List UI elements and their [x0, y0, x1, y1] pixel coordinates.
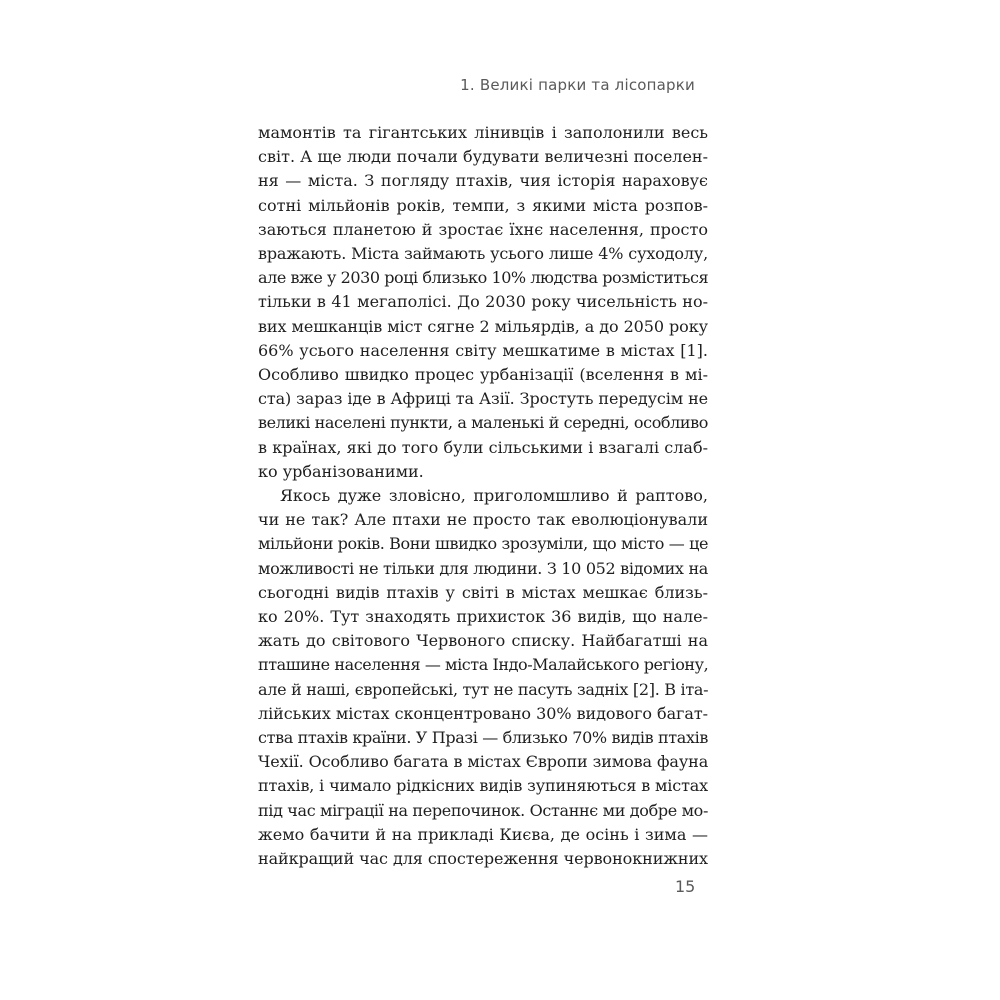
text-line: під час міграції на перепочинок. Останнє ми добре мо- — [258, 800, 708, 820]
text-line: але й наші, європейські, тут не пасуть задніх [2]. В іта- — [258, 679, 709, 699]
paragraph-2 — [258, 484, 708, 871]
paragraph-1 — [258, 121, 708, 484]
text-line: ко 20%. Тут знаходять прихисток 36 видів, що нале- — [258, 607, 708, 627]
text-line: лійських містах сконцентровано 30% видового багат- — [258, 703, 708, 723]
text-line: птахів, і чимало рідкісних видів зупиняються в містах — [258, 776, 709, 796]
text-line: але вже у 2030 році близько 10% людства розміститься — [258, 268, 709, 288]
text-line: мамонтів та гігантських лінивців і заполонили весь — [258, 123, 708, 142]
text-line: тільки в 41 мегаполісі. До 2030 року чисельність но- — [258, 292, 708, 312]
text-line: сотні мільйонів років, темпи, з якими міста розпов- — [258, 195, 708, 215]
text-line: великі населені пункти, а маленькі й середні, особливо — [258, 413, 708, 433]
text-line: ня — міста. З погляду птахів, чия історія нараховує — [258, 171, 708, 191]
text-line: пташине населення — міста Індо-Малайського регіону, — [258, 655, 709, 675]
running-header: 1. Великі парки та лісопарки — [460, 76, 695, 94]
text-line: заються планетою й зростає їхнє населення, просто — [258, 219, 708, 239]
text-line: жать до світового Червоного списку. Найбагатші на — [258, 631, 708, 651]
text-line: мільйони років. Вони швидко зрозуміли, що місто — це — [258, 534, 709, 554]
text-line: жемо бачити й на прикладі Києва, де осінь і зима — — [258, 824, 708, 844]
text-line: чи не так? Але птахи не просто так еволюціонували — [258, 510, 708, 530]
text-line: можливості не тільки для людини. З 10 052 відомих на — [258, 558, 708, 578]
text-line: вих мешканців міст сягне 2 мільярдів, а до 2050 року — [258, 316, 708, 336]
text-line: Особливо швидко процес урбанізації (вселення в мі- — [258, 365, 708, 385]
text-line: ко урбанізованими. — [258, 461, 424, 481]
text-line: ства птахів країни. У Празі — близько 70% видів птахів — [258, 728, 708, 748]
page-number: 15 — [675, 877, 696, 896]
text-line: ста) зараз іде в Африці та Азії. Зростуть передусім не — [258, 389, 708, 409]
text-line: вражають. Міста займають усього лише 4% суходолу, — [258, 244, 708, 264]
text-line: Чехії. Особливо багата в містах Європи зимова фауна — [258, 752, 709, 772]
text-line: світ. А ще люди почали будувати величезні поселен- — [258, 147, 708, 167]
text-line: сьогодні видів птахів у світі в містах мешкає близь- — [258, 582, 708, 602]
body-text — [258, 121, 708, 871]
text-line: 66% усього населення світу мешкатиме в містах [1]. — [258, 340, 708, 360]
text-line: Якось дуже зловісно, приголомшливо й раптово, — [280, 486, 708, 506]
text-line: в країнах, які до того були сільськими і взагалі слаб- — [258, 437, 708, 457]
text-line: найкращий час для спостереження червонокнижних — [258, 849, 708, 869]
